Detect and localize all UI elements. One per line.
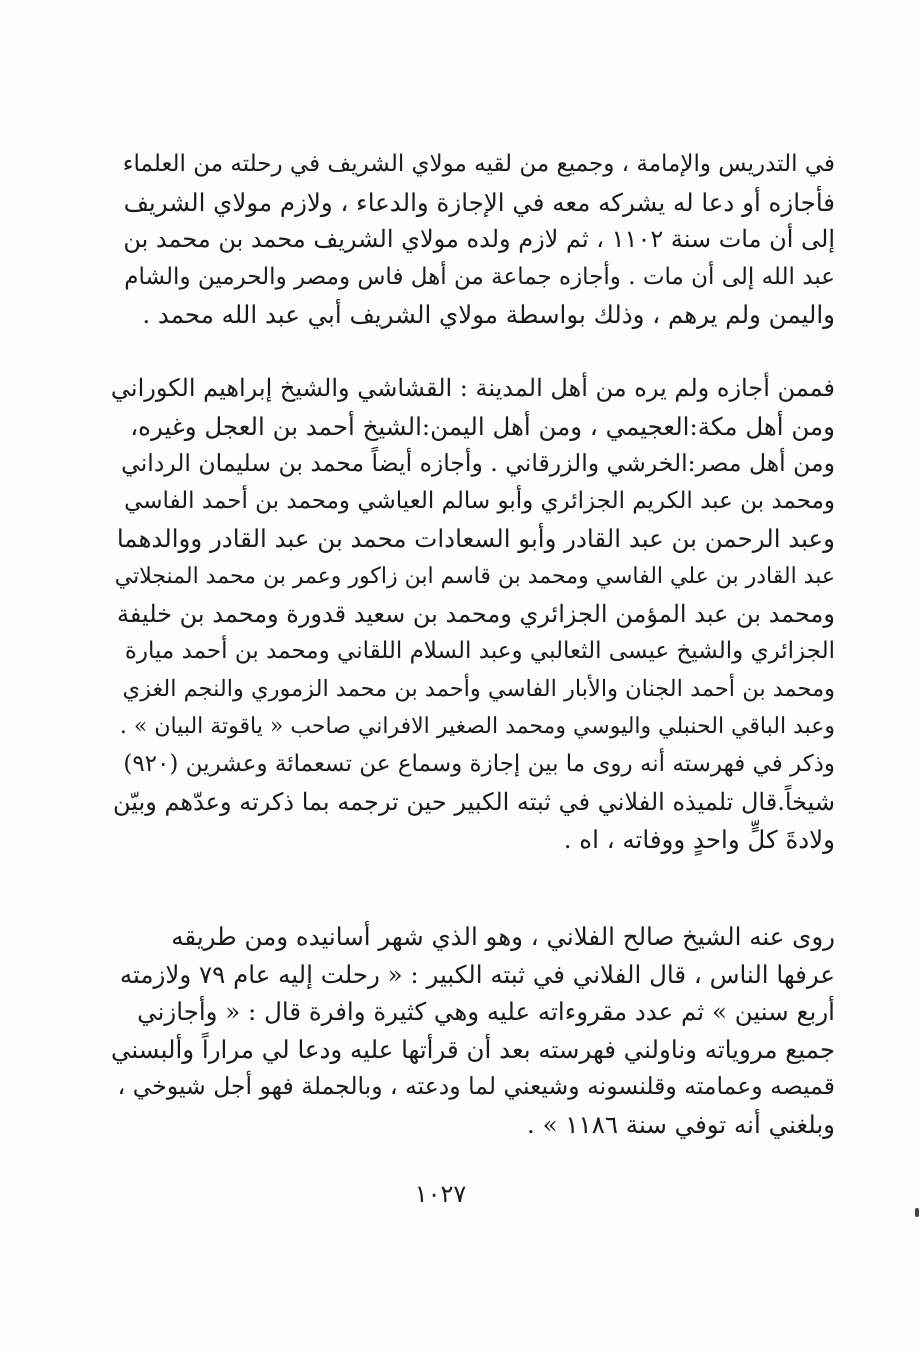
text-line: ولادةَ كلٍّ واحدٍ ووفاته ، اه . bbox=[563, 825, 835, 855]
text-line: روى عنه الشيخ صالح الفلاني ، وهو الذي شهر أسانيده ومن طريقه bbox=[171, 922, 835, 951]
text-line: فأجازه أو دعا له يشركه معه في الإجازة والدعاء ، ولازم مولاي الشريف bbox=[123, 187, 835, 217]
text-line: وذكر في فهرسته أنه روى ما بين إجازة وسماع عن تسعمائة وعشرين (٩٢٠) bbox=[123, 750, 835, 777]
text-line: عرفها الناس ، قال الفلاني في ثبته الكبير : « رحلت إليه عام ٧٩ ولازمته bbox=[119, 959, 835, 989]
page-number: ١٠٢٧ bbox=[414, 1180, 467, 1208]
text-line: إلى أن مات سنة ١١٠٢ ، ثم لازم ولده مولاي الشريف محمد بن محمد بن bbox=[123, 225, 835, 254]
text-line: عبد القادر بن علي الفاسي ومحمد بن قاسم ابن زاكور وعمر بن محمد المنجلاتي bbox=[114, 563, 835, 589]
text-line: أربع سنين » ثم عدد مقروءاته عليه وهي كثيرة وافرة قال : « وأجازني bbox=[137, 997, 835, 1027]
scan-edge-mark bbox=[915, 1208, 919, 1217]
text-line: الجزائري والشيخ عيسى الثعالبي وعبد السلام اللقاني ومحمد بن أحمد ميارة bbox=[124, 638, 835, 665]
paragraph-3 bbox=[110, 918, 835, 1144]
text-line: وعبد الرحمن بن عبد القادر وأبو السعادات محمد بن عبد القادر ووالدهما bbox=[116, 524, 835, 554]
text-line: وبلغني أنه توفي سنة ١١٨٦ » . bbox=[527, 1109, 835, 1139]
text-line: في التدريس والإمامة ، وجميع من لقيه مولاي الشريف في رحلته من العلماء bbox=[122, 151, 835, 177]
text-line: ومحمد بن عبد المؤمن الجزائري ومحمد بن سعيد قدورة ومحمد بن خليفة bbox=[116, 599, 835, 628]
text-line: ومن أهل مكة:العجيمي ، ومن أهل اليمن:الشيخ أحمد بن العجل وغيره، bbox=[130, 411, 835, 441]
text-line: ومن أهل مصر:الخرشي والزرقاني . وأجازه أيضاً محمد بن سليمان الرداني bbox=[121, 449, 835, 478]
text-line: ومحمد بن أحمد الجنان والأبار الفاسي وأحمد بن محمد الزموري والنجم الغزي bbox=[122, 675, 835, 702]
text-line: وعبد الباقي الحنبلي واليوسي ومحمد الصغير الافراني صاحب « ياقوتة البيان » . bbox=[119, 714, 835, 740]
paragraph-1 bbox=[110, 146, 835, 334]
text-line: جميع مروياته وناولني فهرسته بعد أن قرأتها عليه ودعا لي مراراً وألبسني bbox=[110, 1034, 835, 1064]
text-line: عبد الله إلى أن مات . وأجازه جماعة من أهل فاس ومصر والحرمين والشام bbox=[124, 263, 835, 290]
text-line: قميصه وعمامته وقلنسونه وشيعني لما ودعته ، وبالجملة فهو أجل شيوخي ، bbox=[117, 1072, 835, 1101]
text-line: ومحمد بن عبد الكريم الجزائري وأبو سالم العياشي ومحمد بن أحمد الفاسي bbox=[124, 487, 835, 514]
text-line: واليمن ولم يرهم ، وذلك بواسطة مولاي الشريف أبي عبد الله محمد . bbox=[142, 300, 835, 330]
text-line: شيخاً.قال تلميذه الفلاني في ثبته الكبير حين ترجمه بما ذكرته وعدّهم وبيّن bbox=[113, 787, 835, 816]
text-line: فممن أجازه ولم يره من أهل المدينة : القشاشي والشيخ إبراهيم الكوراني bbox=[110, 374, 835, 402]
paragraph-2 bbox=[110, 370, 835, 859]
